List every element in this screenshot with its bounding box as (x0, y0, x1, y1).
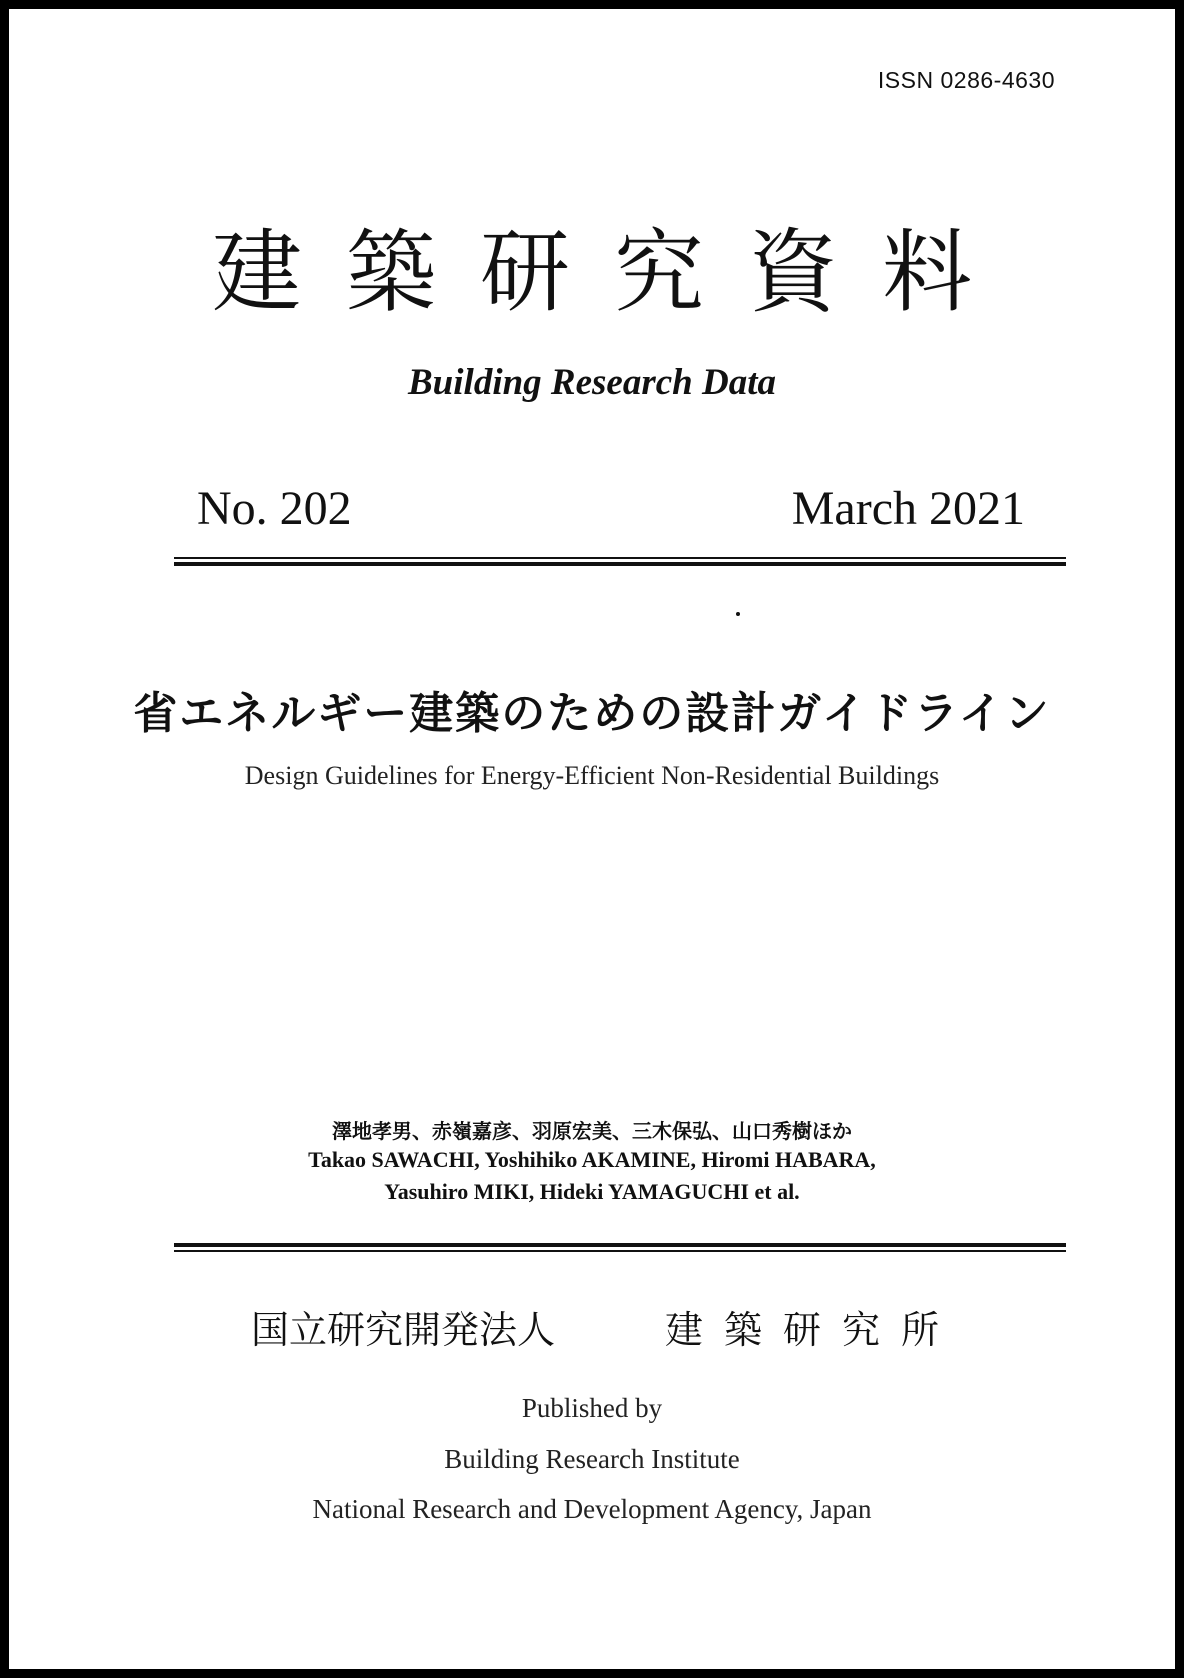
bottom-double-rule (174, 1243, 1066, 1252)
publisher-name-jp: 建築研究所 (665, 1308, 961, 1352)
document-title-jp: 省エネルギー建築のための設計ガイドライン (133, 688, 1051, 739)
issn-number: ISSN 0286-4630 (877, 67, 1055, 93)
authors-jp: 澤地孝男、赤嶺嘉彦、羽原宏美、三木保弘、山口秀樹ほか (332, 1119, 852, 1143)
publisher-org-type-jp: 国立研究開発法人 (251, 1308, 556, 1352)
published-by-label: Published by (521, 1393, 663, 1423)
series-title-jp: 建築研究資料 (212, 220, 1016, 325)
top-double-rule (174, 557, 1066, 566)
document-title-en: Design Guidelines for Energy-Efficient Non-Residential Buildings (244, 761, 940, 790)
series-title-en: Building Research Data (408, 362, 776, 403)
decorative-dot (736, 612, 740, 616)
issue-number: No. 202 (197, 482, 352, 535)
publisher-institute-en: Building Research Institute (444, 1444, 740, 1474)
issue-date: March 2021 (791, 482, 1025, 535)
publisher-agency-en: National Research and Development Agency, Japan (312, 1494, 872, 1524)
authors-en-line-2: Yasuhiro MIKI, Hideki YAMAGUCHI et al. (384, 1179, 800, 1204)
authors-en-line-1: Takao SAWACHI, Yoshihiko AKAMINE, Hiromi HABARA, (308, 1147, 876, 1172)
